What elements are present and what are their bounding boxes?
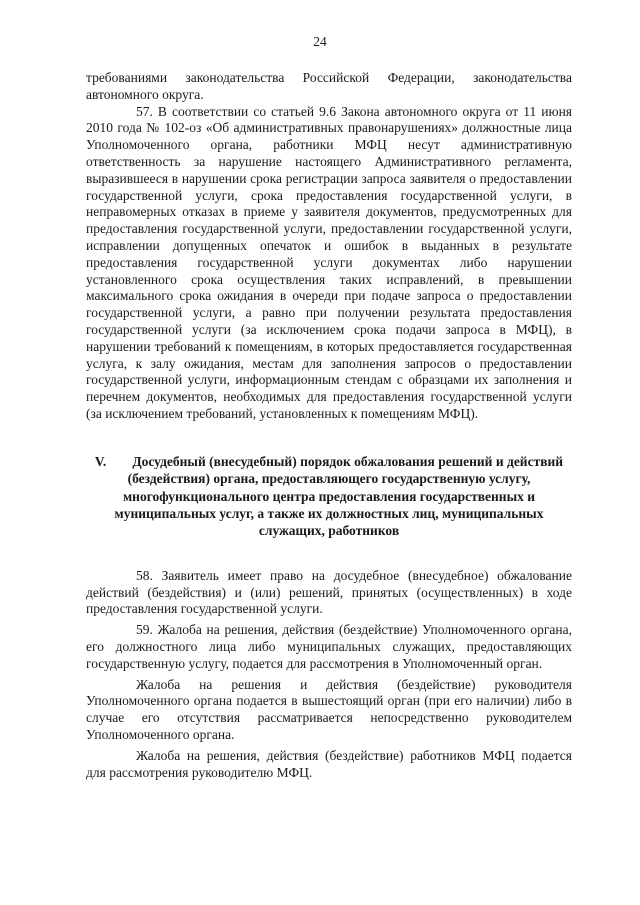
section-title: Досудебный (внесудебный) порядок обжалования решений и действий (бездействия) органа, предоставляющего государственную услугу, многофункционального центра предоставления государственных и муниципальных услуг, а также их должностных лиц, муниципальных служащих, работников	[114, 453, 564, 539]
section-numeral: V.	[94, 453, 107, 469]
page-number: 24	[313, 34, 327, 49]
paragraph-complaint-head: Жалоба на решения и действия (бездействие) руководителя Уполномоченного органа подается в вышестоящий орган (при его наличии) либо в случае его отсутствия рассматривается непосредственно руководителем Уполномоченного органа.	[86, 676, 572, 742]
paragraph-item-58: 58. Заявитель имеет право на досудебное (внесудебное) обжалование действий (бездействия) и (или) решений, принятых (осуществленных) в ходе предоставления государственной услуги.	[86, 567, 572, 617]
document-body	[86, 70, 572, 781]
paragraph-item-57: 57. В соответствии со статьей 9.6 Закона автономного округа от 11 июня 2010 года № 102-оз «Об административных правонарушениях» должностные лица Уполномоченного органа, работники МФЦ несут административную ответственность за нарушение настоящего Административного регламента, выразившееся в нарушении срока регистрации запроса заявителя о предоставлении государственной услуги, срока предоставления государственной услуги, в неправомерных отказах в приеме у заявителя документов, предусмотренных для предоставления государственной услуги, предоставлении государственной услуги, исправлении допущенных опечаток и ошибок в выданных в результате предоставления государственной услуги документах либо нарушении установленного срока осуществления таких исправлений, в превышении максимального срока ожидания в очереди при подаче запроса о предоставлении государственной услуги, а равно при получении результата предоставления государственной услуги (за исключением срока подачи запроса в МФЦ), в нарушении требований к помещениям, в которых предоставляется государственная услуга, к залу ожидания, местам для заполнения запросов о предоставлении государственной услуги, информационным стендам с образцами их заполнения и перечнем документов, необходимых для предоставления государственной услуги (за исключением требований, установленных к помещениям МФЦ).	[86, 103, 572, 421]
paragraph-complaint-mfc: Жалоба на решения, действия (бездействие) работников МФЦ подается для рассмотрения руководителю МФЦ.	[86, 747, 572, 780]
section-heading	[86, 453, 572, 540]
paragraph-item-59: 59. Жалоба на решения, действия (бездействие) Уполномоченного органа, его должностного лица либо муниципальных служащих, предоставляющих государственную услугу, подается для рассмотрения в Уполномоченный орган.	[86, 622, 572, 671]
paragraph-continuation: требованиями законодательства Российской Федерации, законодательства автономного округа.	[86, 70, 572, 102]
